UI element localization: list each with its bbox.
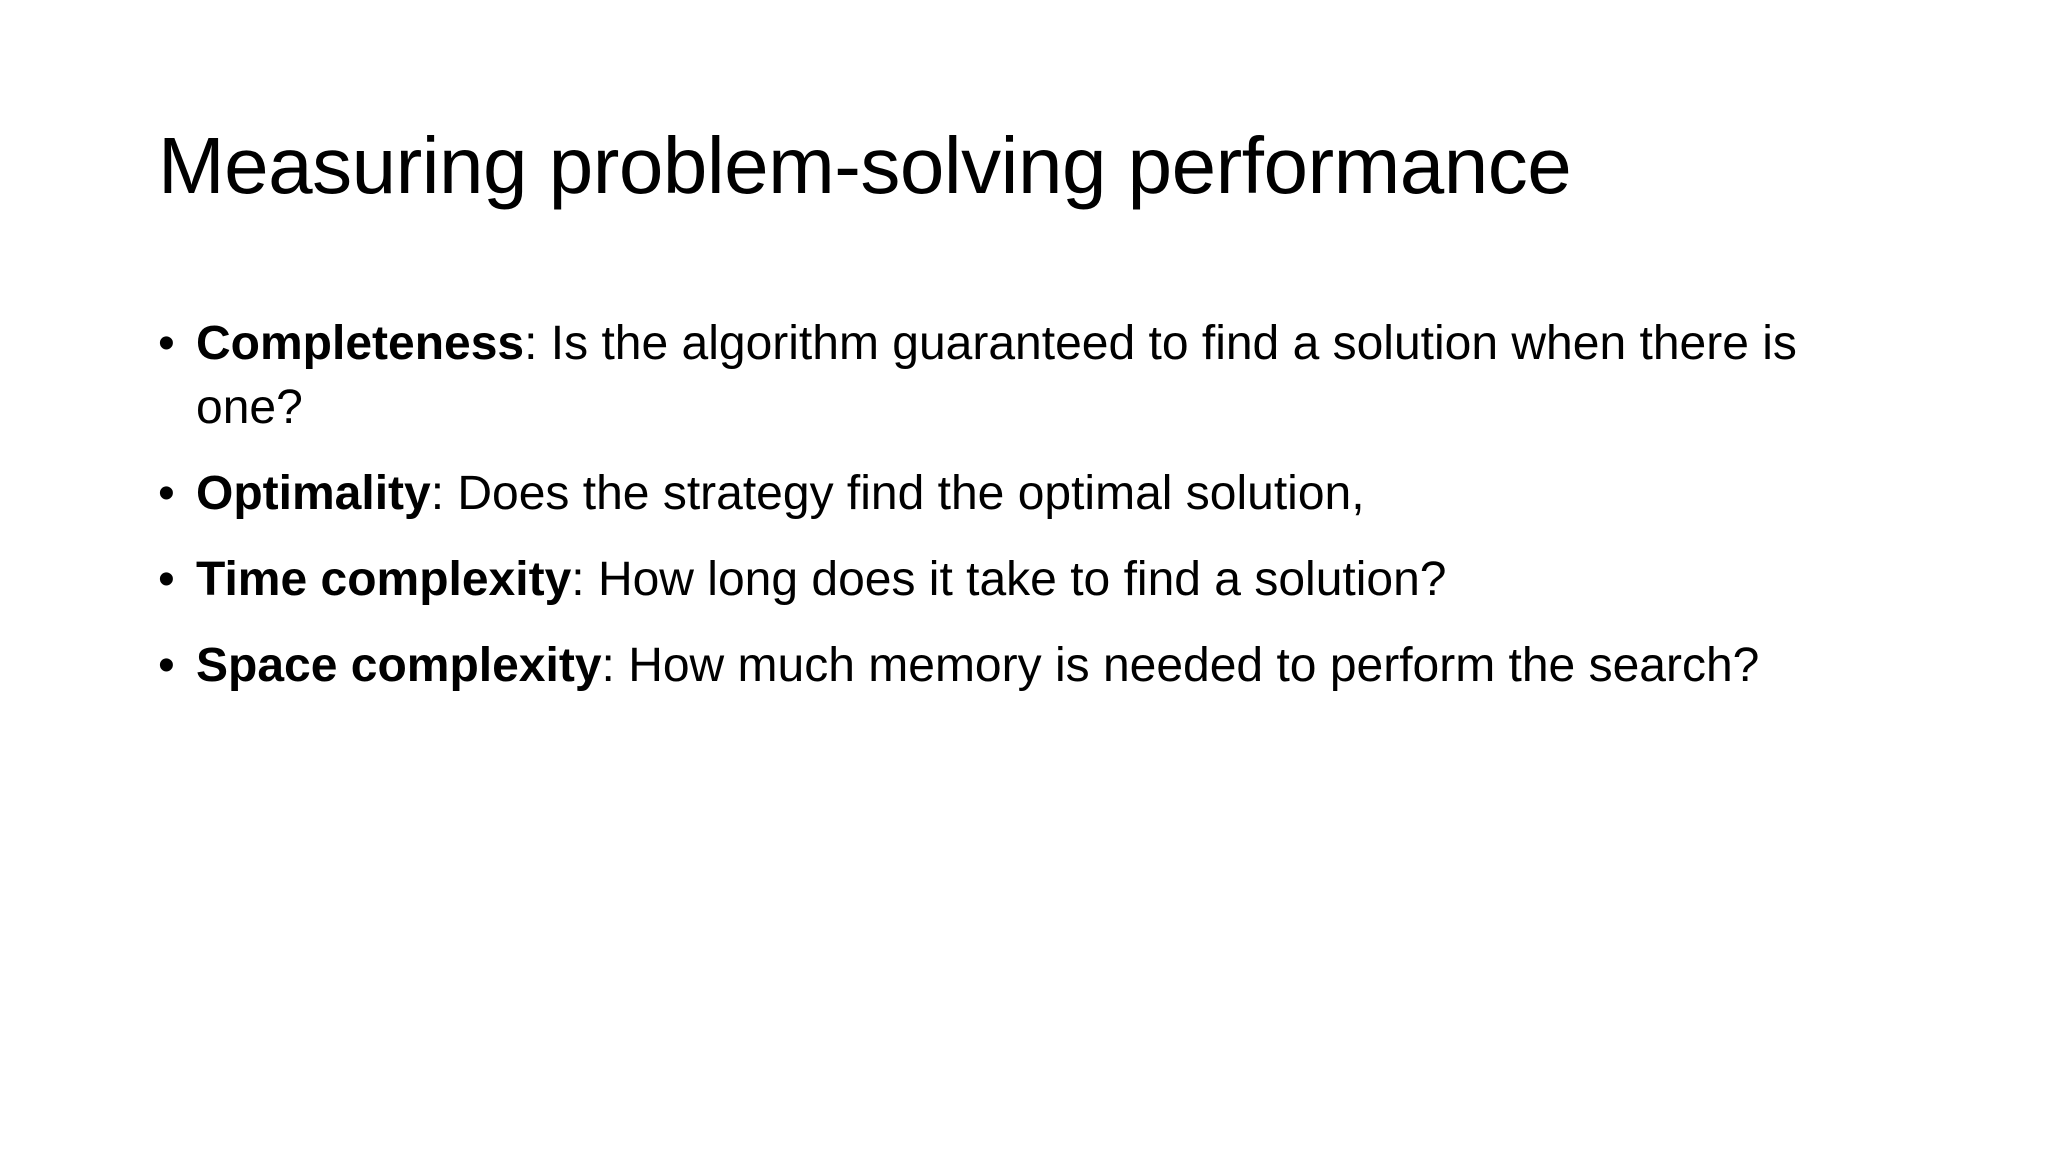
bullet-term: Space complexity [196,639,602,692]
bullet-item-time-complexity [158,548,1878,612]
bullet-description: : How much memory is needed to perform the search? [601,639,1760,692]
bullet-description: : Is the algorithm guaranteed to find a solution when there is one? [196,317,1797,434]
bullet-description: : How long does it take to find a solution? [571,553,1447,606]
bullet-dot-icon: • [158,553,175,606]
bullet-item-completeness [158,312,1878,440]
bullet-item-space-complexity [158,634,1878,698]
bullet-description: : Does the strategy find the optimal solution, [430,467,1365,520]
bullet-list [158,312,1878,720]
bullet-item-optimality [158,462,1878,526]
bullet-dot-icon: • [158,317,175,370]
bullet-term: Completeness [196,317,525,370]
bullet-term: Time complexity [196,553,572,606]
bullet-term: Optimality [196,467,431,520]
bullet-dot-icon: • [158,467,175,520]
bullet-dot-icon: • [158,639,175,692]
slide-title: Measuring problem-solving performance [158,121,1572,210]
